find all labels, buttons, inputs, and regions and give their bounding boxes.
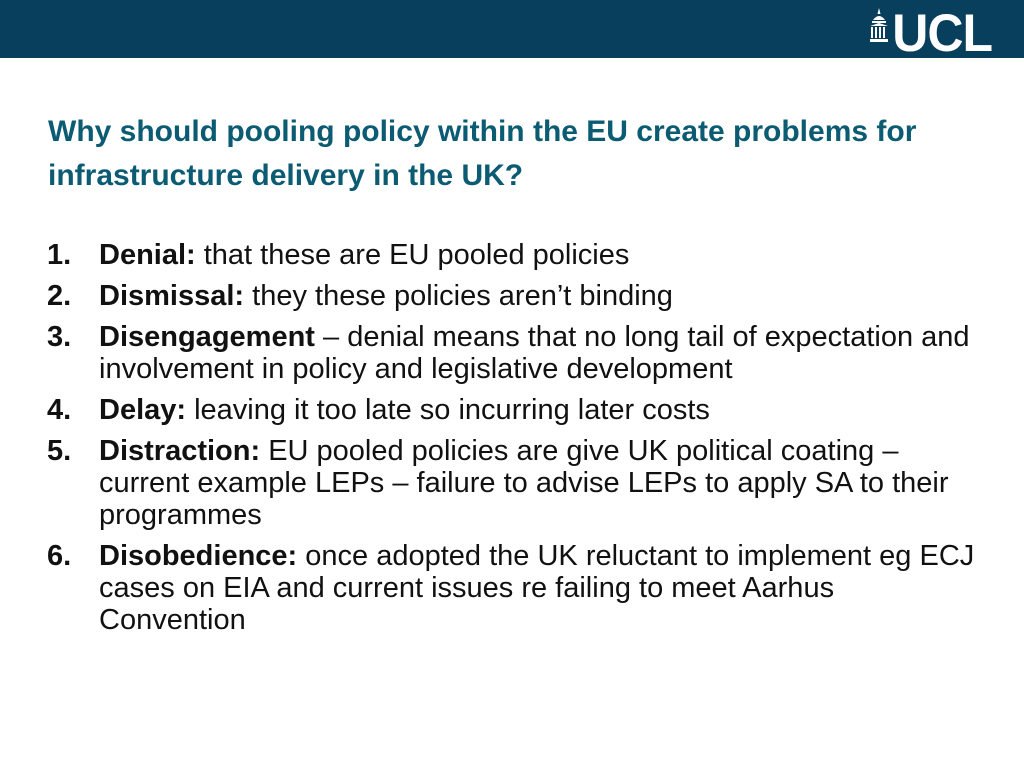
item-text: leaving it too late so incurring later costs (186, 394, 710, 426)
item-number: 2. (47, 280, 72, 312)
item-term: Disobedience: (99, 540, 298, 572)
item-term: Disengagement (99, 321, 315, 353)
list-item (47, 435, 977, 531)
item-body (99, 394, 977, 426)
slide-title: Why should pooling policy within the EU create problems for infrastructure delivery in the UK? (48, 115, 917, 192)
item-text: once adopted the UK reluctant to implement eg ECJ cases on EIA and current issues re failing to meet Aarhus Convention (99, 540, 975, 636)
logo-text: UCL (892, 3, 992, 63)
ucl-logo (869, 3, 992, 63)
item-body (99, 239, 977, 271)
list-item (47, 239, 977, 271)
item-number: 4. (47, 394, 72, 426)
header-bar (0, 0, 1024, 63)
list-item (47, 280, 977, 312)
item-number: 5. (47, 435, 72, 467)
item-term: Denial: (99, 239, 196, 271)
item-term: Distraction: (99, 435, 261, 467)
item-term: Delay: (99, 394, 187, 426)
portico-icon (869, 6, 889, 46)
item-number: 3. (47, 321, 72, 353)
item-body (99, 321, 977, 385)
point-list (47, 239, 977, 645)
list-item (47, 540, 977, 636)
item-term: Dismissal: (99, 280, 245, 312)
item-text: they these policies aren’t binding (244, 280, 673, 312)
item-text: EU pooled policies are give UK political coating – current example LEPs – failure to advise LEPs to apply SA to their programmes (99, 435, 949, 531)
item-number: 1. (47, 239, 72, 271)
item-body (99, 435, 977, 531)
item-number: 6. (47, 540, 72, 572)
item-body (99, 540, 977, 636)
item-text: that these are EU pooled policies (195, 239, 630, 271)
list-item (47, 394, 977, 426)
item-body (99, 280, 977, 312)
item-text: – denial means that no long tail of expectation and involvement in policy and legislative development (99, 321, 970, 385)
list-item (47, 321, 977, 385)
